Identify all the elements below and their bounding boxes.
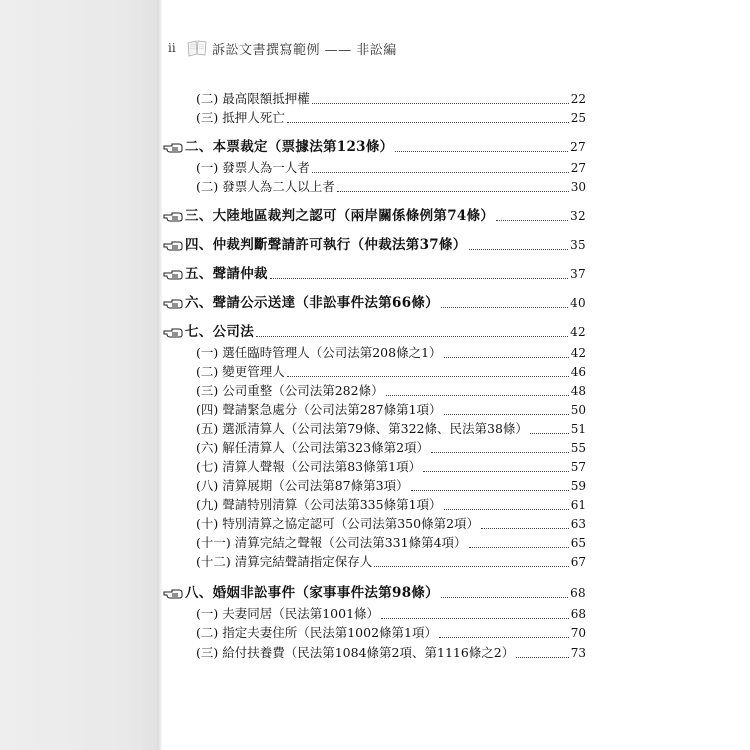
toc-entry[interactable] bbox=[196, 397, 586, 417]
toc-entry-label: (九) 聲請特別清算（公司法第335條第1項） bbox=[196, 497, 442, 512]
toc-entry[interactable] bbox=[196, 549, 586, 569]
pointing-hand-icon bbox=[163, 298, 183, 310]
toc-entry[interactable] bbox=[196, 174, 586, 194]
toc-entry-page: 67 bbox=[570, 555, 586, 569]
pointing-hand-icon bbox=[163, 142, 183, 154]
toc-section[interactable] bbox=[163, 290, 586, 310]
dot-leader bbox=[469, 248, 569, 250]
toc-section-label: 三、大陸地區裁判之認可（兩岸關係條例第74條） bbox=[185, 208, 495, 224]
toc-entry-label: (一) 夫妻同居（民法第1001條） bbox=[196, 606, 380, 621]
toc-section[interactable] bbox=[163, 232, 586, 252]
toc-entry-label: (五) 選派清算人（公司法第79條、第322條、民法第38條） bbox=[196, 421, 528, 436]
toc-entry-page: 70 bbox=[570, 626, 586, 640]
toc-entry[interactable] bbox=[196, 473, 586, 493]
toc-entry-page: 46 bbox=[570, 365, 586, 379]
toc-entry[interactable] bbox=[196, 435, 586, 455]
book-title: 訴訟文書撰寫範例 —— 非訟編 bbox=[212, 42, 397, 58]
dot-leader bbox=[441, 306, 568, 308]
toc-entry-page: 51 bbox=[570, 422, 586, 436]
toc-section-label: 六、聲請公示送達（非訟事件法第66條） bbox=[185, 295, 439, 311]
dot-leader bbox=[312, 102, 569, 104]
dot-leader bbox=[395, 150, 568, 152]
dot-leader bbox=[444, 508, 569, 510]
dot-leader bbox=[481, 527, 569, 529]
toc-entry-page: 48 bbox=[570, 384, 586, 398]
dot-leader bbox=[496, 219, 568, 221]
toc-section-label: 八、婚姻非訟事件（家事事件法第98條） bbox=[185, 585, 439, 601]
dot-leader bbox=[270, 277, 568, 279]
toc-entry[interactable] bbox=[196, 416, 586, 436]
toc-entry-page: 59 bbox=[570, 479, 586, 493]
toc-section[interactable] bbox=[163, 580, 586, 600]
toc-entry-page: 63 bbox=[570, 517, 586, 531]
pointing-hand-icon bbox=[163, 240, 183, 252]
toc-entry-page: 68 bbox=[570, 586, 586, 600]
dot-leader bbox=[381, 617, 569, 619]
toc-section-label: 五、聲請仲裁 bbox=[185, 266, 268, 282]
toc-entry[interactable] bbox=[196, 105, 586, 125]
toc-entry-label: (三) 給付扶養費（民法第1084條第2項、第1116條之2） bbox=[196, 645, 515, 660]
toc-section[interactable] bbox=[163, 319, 586, 339]
toc-entry[interactable] bbox=[196, 620, 586, 640]
toc-entry-page: 40 bbox=[570, 296, 586, 310]
dot-leader bbox=[337, 190, 569, 192]
toc-entry-page: 42 bbox=[570, 346, 586, 360]
toc-entry[interactable] bbox=[196, 530, 586, 550]
toc-entry-page: 42 bbox=[570, 325, 586, 339]
toc-entry-label: (六) 解任清算人（公司法第323條第2項） bbox=[196, 440, 430, 455]
toc-entry-label: (一) 選任臨時管理人（公司法第208條之1） bbox=[196, 345, 442, 360]
toc-entry-page: 25 bbox=[570, 111, 586, 125]
dot-leader bbox=[431, 451, 569, 453]
toc-entry[interactable] bbox=[196, 454, 586, 474]
toc-entry[interactable] bbox=[196, 340, 586, 360]
toc-entry-page: 37 bbox=[570, 267, 586, 281]
page-number: ii bbox=[168, 41, 176, 55]
dot-leader bbox=[444, 356, 569, 358]
dot-leader bbox=[444, 413, 569, 415]
toc-section[interactable] bbox=[163, 134, 586, 154]
toc-entry-label: (三) 抵押人死亡 bbox=[196, 110, 285, 125]
toc-entry-page: 32 bbox=[570, 209, 586, 223]
dot-leader bbox=[411, 489, 569, 491]
toc-section-label: 二、本票裁定（票據法第123條） bbox=[185, 139, 394, 155]
dot-leader bbox=[530, 432, 569, 434]
toc-entry-label: (十) 特別清算之協定認可（公司法第350條第2項） bbox=[196, 516, 480, 531]
toc-entry-page: 27 bbox=[570, 140, 586, 154]
toc-entry-page: 55 bbox=[570, 441, 586, 455]
toc-entry-label: (二) 變更管理人 bbox=[196, 364, 285, 379]
dot-leader bbox=[386, 394, 569, 396]
toc-entry-page: 35 bbox=[570, 238, 586, 252]
dot-leader bbox=[287, 375, 569, 377]
toc-entry-label: (十一) 清算完結之聲報（公司法第331條第4項） bbox=[196, 535, 467, 550]
dot-leader bbox=[287, 121, 569, 123]
toc-entry-label: (十二) 清算完結聲請指定保存人 bbox=[196, 554, 373, 569]
pointing-hand-icon bbox=[163, 211, 183, 223]
toc-entry-page: 65 bbox=[570, 536, 586, 550]
toc-section-label: 四、仲裁判斷聲請許可執行（仲裁法第37條） bbox=[185, 237, 467, 253]
toc-entry[interactable] bbox=[196, 601, 586, 621]
toc-entry-label: (一) 發票人為一人者 bbox=[196, 160, 310, 175]
toc-entry-page: 57 bbox=[570, 460, 586, 474]
toc-entry[interactable] bbox=[196, 86, 586, 106]
toc-entry-page: 68 bbox=[570, 607, 586, 621]
pointing-hand-icon bbox=[163, 269, 183, 281]
pointing-hand-icon bbox=[163, 327, 183, 339]
dot-leader bbox=[374, 565, 568, 567]
toc-entry[interactable] bbox=[196, 378, 586, 398]
toc-section-label: 七、公司法 bbox=[185, 324, 254, 340]
toc-entry-page: 27 bbox=[570, 161, 586, 175]
toc-entry-label: (三) 公司重整（公司法第282條） bbox=[196, 383, 384, 398]
dot-leader bbox=[256, 335, 568, 337]
pointing-hand-icon bbox=[163, 588, 183, 600]
toc-entry-label: (七) 清算人聲報（公司法第83條第1項） bbox=[196, 459, 422, 474]
toc-entry[interactable] bbox=[196, 359, 586, 379]
toc-entry-page: 50 bbox=[570, 403, 586, 417]
toc-entry-page: 61 bbox=[570, 498, 586, 512]
toc-entry-page: 22 bbox=[570, 92, 586, 106]
dot-leader bbox=[469, 546, 569, 548]
dot-leader bbox=[516, 656, 568, 658]
toc-section[interactable] bbox=[163, 261, 586, 281]
toc-entry-label: (二) 最高限額抵押權 bbox=[196, 91, 310, 106]
toc-entry-page: 30 bbox=[570, 180, 586, 194]
dot-leader bbox=[439, 636, 569, 638]
toc-entry-label: (二) 發票人為二人以上者 bbox=[196, 179, 335, 194]
dot-leader bbox=[312, 171, 569, 173]
toc-entry[interactable] bbox=[196, 155, 586, 175]
toc-entry[interactable] bbox=[196, 511, 586, 531]
toc-entry-label: (八) 清算展期（公司法第87條第3項） bbox=[196, 478, 409, 493]
toc-entry-label: (四) 聲請緊急處分（公司法第287條第1項） bbox=[196, 402, 442, 417]
dot-leader bbox=[441, 596, 568, 598]
toc-section[interactable] bbox=[163, 203, 586, 223]
dot-leader bbox=[423, 470, 569, 472]
toc-entry[interactable] bbox=[196, 640, 586, 660]
toc-entry-label: (二) 指定夫妻住所（民法第1002條第1項） bbox=[196, 625, 437, 640]
toc-entry-page: 73 bbox=[570, 646, 586, 660]
toc-entry[interactable] bbox=[196, 492, 586, 512]
